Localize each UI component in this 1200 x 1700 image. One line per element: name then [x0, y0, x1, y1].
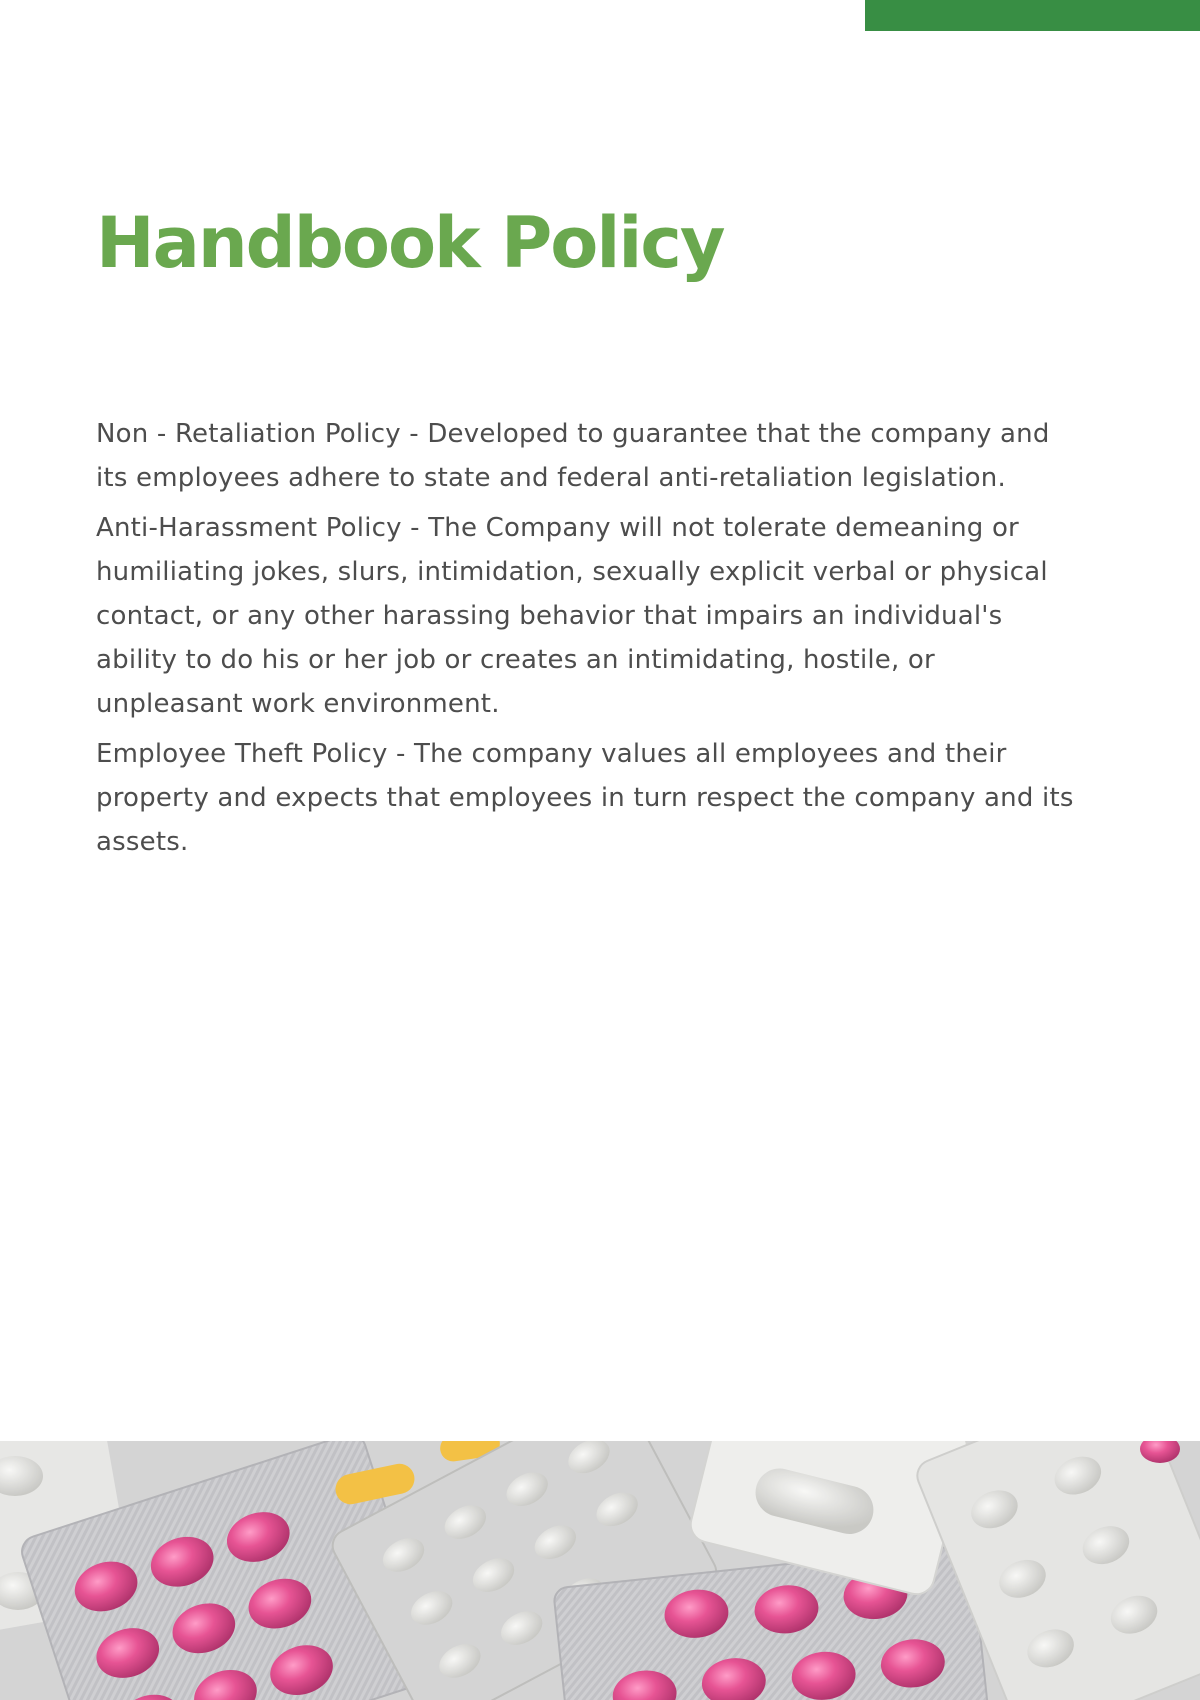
policy-non-retaliation: Non - Retaliation Policy - Developed to guarantee that the company and its employees adhere to state and federal anti-retaliation legislation.: [96, 419, 1050, 493]
pill-blister-packs-photo: [0, 1441, 1200, 1700]
page-title: Handbook Policy: [96, 202, 724, 284]
policy-anti-harassment: Anti-Harassment Policy - The Company will not tolerate demeaning or humiliating jokes, slurs, intimidation, sexually explicit verbal or physical contact, or any other harassing behavior that impairs an individual's ability to do his or her job or creates an intimidating, hostile, or unpleasant work environment.: [96, 513, 1048, 719]
pills-illustration: [0, 1441, 1200, 1700]
policy-list: [96, 412, 1086, 870]
policy-employee-theft: Employee Theft Policy - The company values all employees and their property and expects that employees in turn respect the company and its assets.: [96, 739, 1074, 857]
accent-bar: [865, 0, 1200, 31]
